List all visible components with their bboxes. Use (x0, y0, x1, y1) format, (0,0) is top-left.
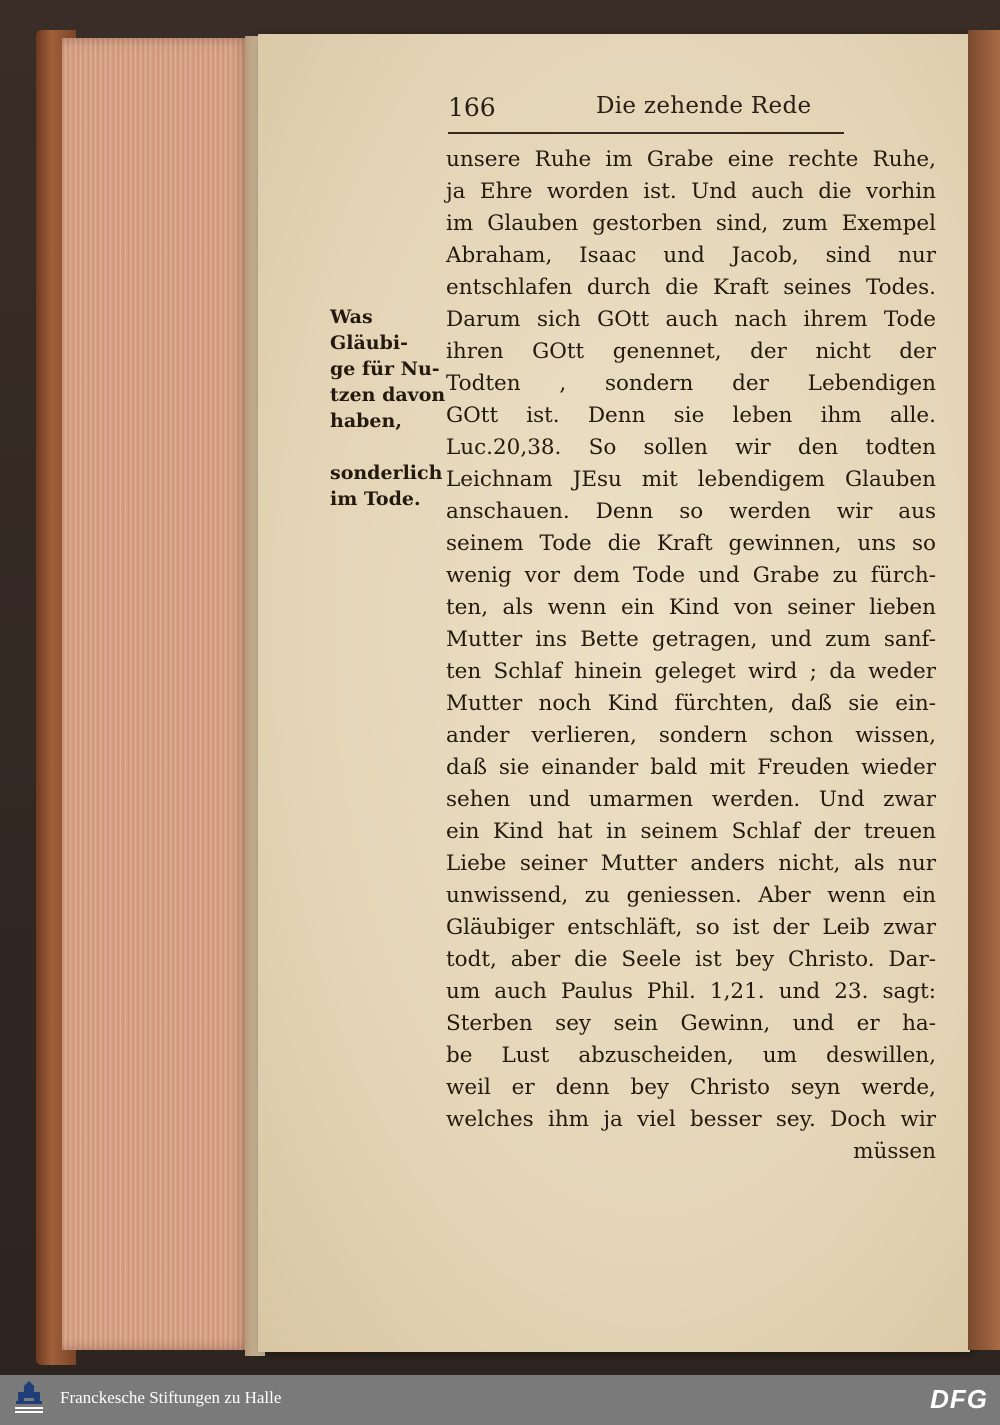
dfg-logo: DFG (930, 1384, 988, 1414)
text-line: Mutter ins Bette getragen, und zum sanf- (446, 627, 936, 652)
text-line: daß sie einander bald mit Freuden wieder (446, 755, 936, 780)
text-line: entschlafen durch die Kraft seines Todes. (446, 275, 936, 300)
text-line: Darum sich GOtt auch nach ihrem Tode (446, 307, 936, 332)
text-line: ihren GOtt genennet, der nicht der (446, 339, 936, 364)
head-rule (448, 132, 844, 134)
text-line: Sterben sey sein Gewinn, und er ha- (446, 1011, 936, 1036)
margin-note-line: im Tode. (330, 488, 421, 510)
text-line: Todten , sondern der Lebendigen (446, 371, 936, 396)
footer-bar (0, 1375, 1000, 1425)
margin-notes (330, 304, 448, 512)
text-line: sehen und umarmen werden. Und zwar (446, 787, 936, 812)
text-line: ten, als wenn ein Kind von seiner lieben (446, 595, 936, 620)
text-line: weil er denn bey Christo seyn werde, (446, 1075, 936, 1100)
text-line: Gläubiger entschläft, so ist der Leib zwar (446, 915, 936, 940)
catchword: müssen (853, 1139, 936, 1164)
page-block-edges (62, 38, 252, 1350)
running-head-title: Die zehende Rede (596, 93, 812, 119)
text-line: ein Kind hat in seinem Schlaf der treuen (446, 819, 936, 844)
institution-name: Franckesche Stiftungen zu Halle (60, 1388, 282, 1407)
page-number: 166 (448, 93, 496, 122)
text-line: Abraham, Isaac und Jacob, sind nur (446, 243, 936, 268)
running-head (448, 93, 848, 133)
text-line: unwissend, zu geniessen. Aber wenn ein (446, 883, 936, 908)
margin-note-line: tzen davon (330, 384, 446, 406)
text-line: um auch Paulus Phil. 1,21. und 23. sagt: (446, 979, 936, 1004)
text-line: seinem Tode die Kraft gewinnen, uns so (446, 531, 936, 556)
text-line: Luc.20,38. So sollen wir den todten (446, 435, 936, 460)
margin-note-line: haben, (330, 410, 402, 432)
text-line: be Lust abzuscheiden, um deswillen, (446, 1043, 936, 1068)
text-line: ja Ehre worden ist. Und auch die vorhin (446, 179, 936, 204)
body-text (446, 144, 936, 1168)
text-line: Leichnam JEsu mit lebendigem Glauben (446, 467, 936, 492)
text-line: GOtt ist. Denn sie leben ihm alle. (446, 403, 936, 428)
text-line: im Glauben gestorben sind, zum Exempel (446, 211, 936, 236)
text-line: Liebe seiner Mutter anders nicht, als nur (446, 851, 936, 876)
margin-note-line: ge für Nu- (330, 358, 440, 380)
francke-logo-icon (14, 1380, 44, 1420)
margin-note-line: Was (330, 306, 373, 328)
text-line: welches ihm ja viel besser sey. Doch wir (446, 1107, 936, 1132)
text-line: todt, aber die Seele ist bey Christo. Dar- (446, 947, 936, 972)
text-line: ten Schlaf hinein geleget wird ; da weder (446, 659, 936, 684)
margin-note-line: sonderlich (330, 462, 443, 484)
text-line: wenig vor dem Tode und Grabe zu fürch- (446, 563, 936, 588)
text-line: ander verlieren, sondern schon wissen, (446, 723, 936, 748)
margin-note-line: Gläubi- (330, 332, 408, 354)
margin-note-gap (330, 434, 448, 460)
text-line: anschauen. Denn so werden wir aus (446, 499, 936, 524)
book-cover-right (968, 30, 1000, 1350)
text-line: unsere Ruhe im Grabe eine rechte Ruhe, (446, 147, 936, 172)
text-line: Mutter noch Kind fürchten, daß sie ein- (446, 691, 936, 716)
